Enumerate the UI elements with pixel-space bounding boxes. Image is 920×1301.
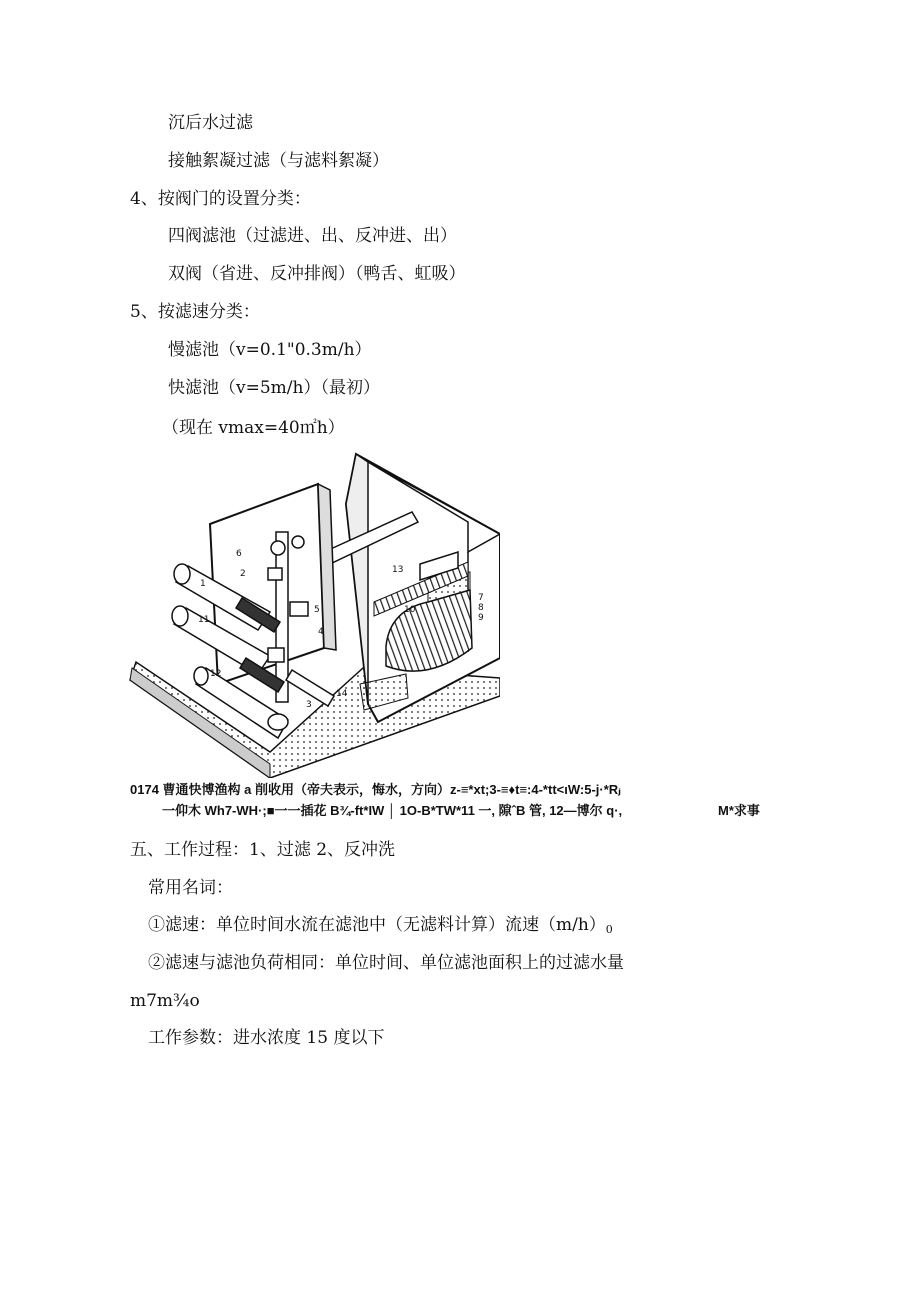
figure-label-8: 8: [478, 603, 484, 613]
term-item-1-subscript: 0: [605, 923, 613, 936]
term-item-2: ②滤速与滤池负荷相同：单位时间、单位滤池面积上的过滤水量: [148, 953, 624, 973]
figure-label-4: 4: [318, 627, 324, 637]
figure-label-5: 5: [314, 605, 320, 615]
term-item-1: [148, 915, 613, 940]
filter-structure-figure: [128, 452, 500, 778]
figure-label-10: 10: [404, 605, 416, 615]
figure-caption-line-2: 一仰木 Wh7-WH·;■一一插花 B¾-ft*IW │ 1O-B*TW*11 一, 隙ˆB 管, 12—博尔 q·,: [162, 803, 623, 818]
text-line-9: （现在 vmax=40㎡h）: [162, 418, 345, 438]
figure-label-13: 13: [392, 565, 404, 575]
figure-label-11: 11: [198, 615, 210, 625]
unit-line: m7m¾o: [130, 991, 200, 1011]
text-line-7: 慢滤池（v=0.1"0.3m/h）: [168, 340, 372, 360]
text-line-1: 沉后水过滤: [168, 113, 253, 133]
term-item-1-text: ①滤速：单位时间水流在滤池中（无滤料计算）流速（m/h）: [148, 915, 606, 935]
text-line-3: 4、按阀门的设置分类：: [130, 189, 311, 209]
figure-caption-line-2-end: M*求事: [718, 803, 760, 818]
text-line-8: 快滤池（v=5m/h）（最初）: [168, 378, 380, 398]
figure-label-14: 14: [336, 689, 348, 699]
figure-label-1: 1: [200, 579, 206, 589]
figure-label-6: 6: [236, 549, 242, 559]
figure-label-12: 12: [210, 669, 222, 679]
figure-caption-line-1: 0174 曹通快博渔构 a 削收用（帝夫表示，悔水，方向）z-≡*xt;3-≡♦t≡:4-*tt<ιW:5-j·*Rⱼ: [130, 782, 622, 797]
figure-label-2: 2: [240, 569, 246, 579]
figure-label-9: 9: [478, 613, 484, 623]
figure-label-7: 7: [478, 593, 484, 603]
text-line-2: 接触絮凝过滤（与滤料絮凝）: [168, 151, 389, 171]
text-line-4: 四阀滤池（过滤进、出、反冲进、出）: [168, 226, 457, 246]
terms-title: 常用名词：: [148, 878, 233, 898]
text-line-6: 5、按滤速分类：: [130, 302, 260, 322]
figure-label-3: 3: [306, 700, 312, 710]
work-parameters: 工作参数：进水浓度 15 度以下: [148, 1028, 385, 1048]
text-line-5: 双阀（省进、反冲排阀）（鸭舌、虹吸）: [168, 264, 466, 284]
section-heading: 五、工作过程：1、过滤 2、反冲洗: [130, 840, 396, 860]
